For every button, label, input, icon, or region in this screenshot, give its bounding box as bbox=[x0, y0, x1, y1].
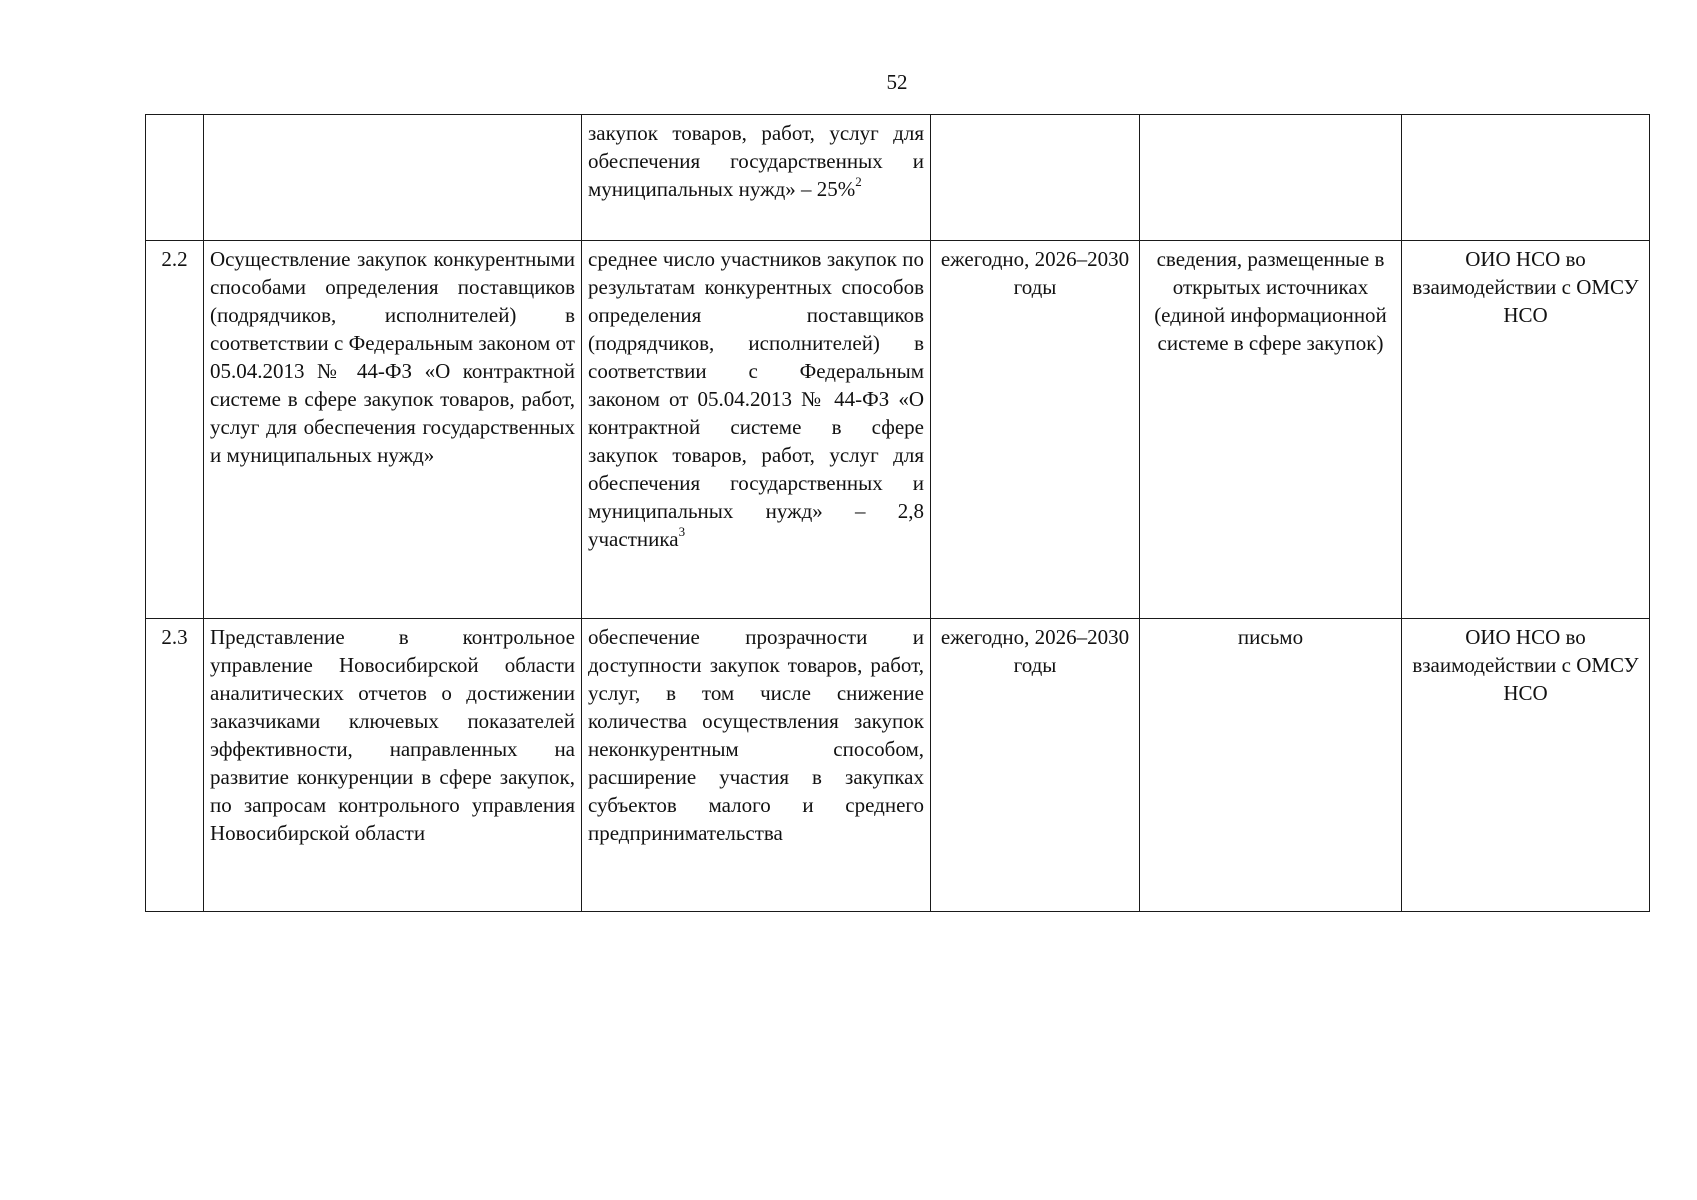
period-cell: ежегодно, 2026–2030 годы bbox=[931, 619, 1140, 912]
action-cell: Представление в контрольное управление Новосибирской области аналитических отчетов о достижении заказчиками ключевых показателей эффективности, направленных на развитие конкуренции в сфере закупок, по запросам контрольного управления Новосибирской области bbox=[204, 619, 582, 912]
indicator-text: обеспечение прозрачности и доступности закупок товаров, работ, услуг, в том числе снижение количества осуществления закупок неконкурентным способом, расширение участия в закупках субъектов малого и среднего предпринимательства bbox=[588, 625, 924, 845]
footnote-mark: 2 bbox=[855, 174, 862, 189]
page-number: 52 bbox=[886, 70, 908, 94]
source-cell bbox=[1140, 115, 1402, 241]
table-row bbox=[146, 241, 1650, 619]
responsible-cell: ОИО НСО во взаимодействии с ОМСУ НСО bbox=[1402, 619, 1650, 912]
row-number: 2.2 bbox=[146, 241, 204, 619]
action-cell: Осуществление закупок конкурентными способами определения поставщиков (подрядчиков, исполнителей) в соответствии с Федеральным законом от 05.04.2013 № 44-ФЗ «О контрактной системе в сфере закупок товаров, работ, услуг для обеспечения государственных и муниципальных нужд» bbox=[204, 241, 582, 619]
indicator-text: среднее число участников закупок по результатам конкурентных способов определения поставщиков (подрядчиков, исполнителей) в соответствии с Федеральным законом от 05.04.2013 № 44-ФЗ «О контрактной системе в сфере закупок товаров, работ, услуг для обеспечения государственных и муниципальных нужд» – 2,8 участника bbox=[588, 247, 924, 551]
responsible-cell bbox=[1402, 115, 1650, 241]
period-cell: ежегодно, 2026–2030 годы bbox=[931, 241, 1140, 619]
table-row bbox=[146, 619, 1650, 912]
action-cell bbox=[204, 115, 582, 241]
indicator-cell bbox=[582, 115, 931, 241]
footnote-mark: 3 bbox=[678, 524, 686, 539]
row-number: 2.3 bbox=[146, 619, 204, 912]
responsible-cell: ОИО НСО во взаимодействии с ОМСУ НСО bbox=[1402, 241, 1650, 619]
plan-table bbox=[145, 114, 1650, 912]
indicator-cell bbox=[582, 241, 931, 619]
indicator-cell bbox=[582, 619, 931, 912]
row-number bbox=[146, 115, 204, 241]
indicator-text: закупок товаров, работ, услуг для обеспечения государственных и муниципальных нужд» – 25% bbox=[588, 121, 924, 201]
source-cell: письмо bbox=[1140, 619, 1402, 912]
table-row bbox=[146, 115, 1650, 241]
source-cell: сведения, размещенные в открытых источниках (единой информационной системе в сфере закупок) bbox=[1140, 241, 1402, 619]
period-cell bbox=[931, 115, 1140, 241]
